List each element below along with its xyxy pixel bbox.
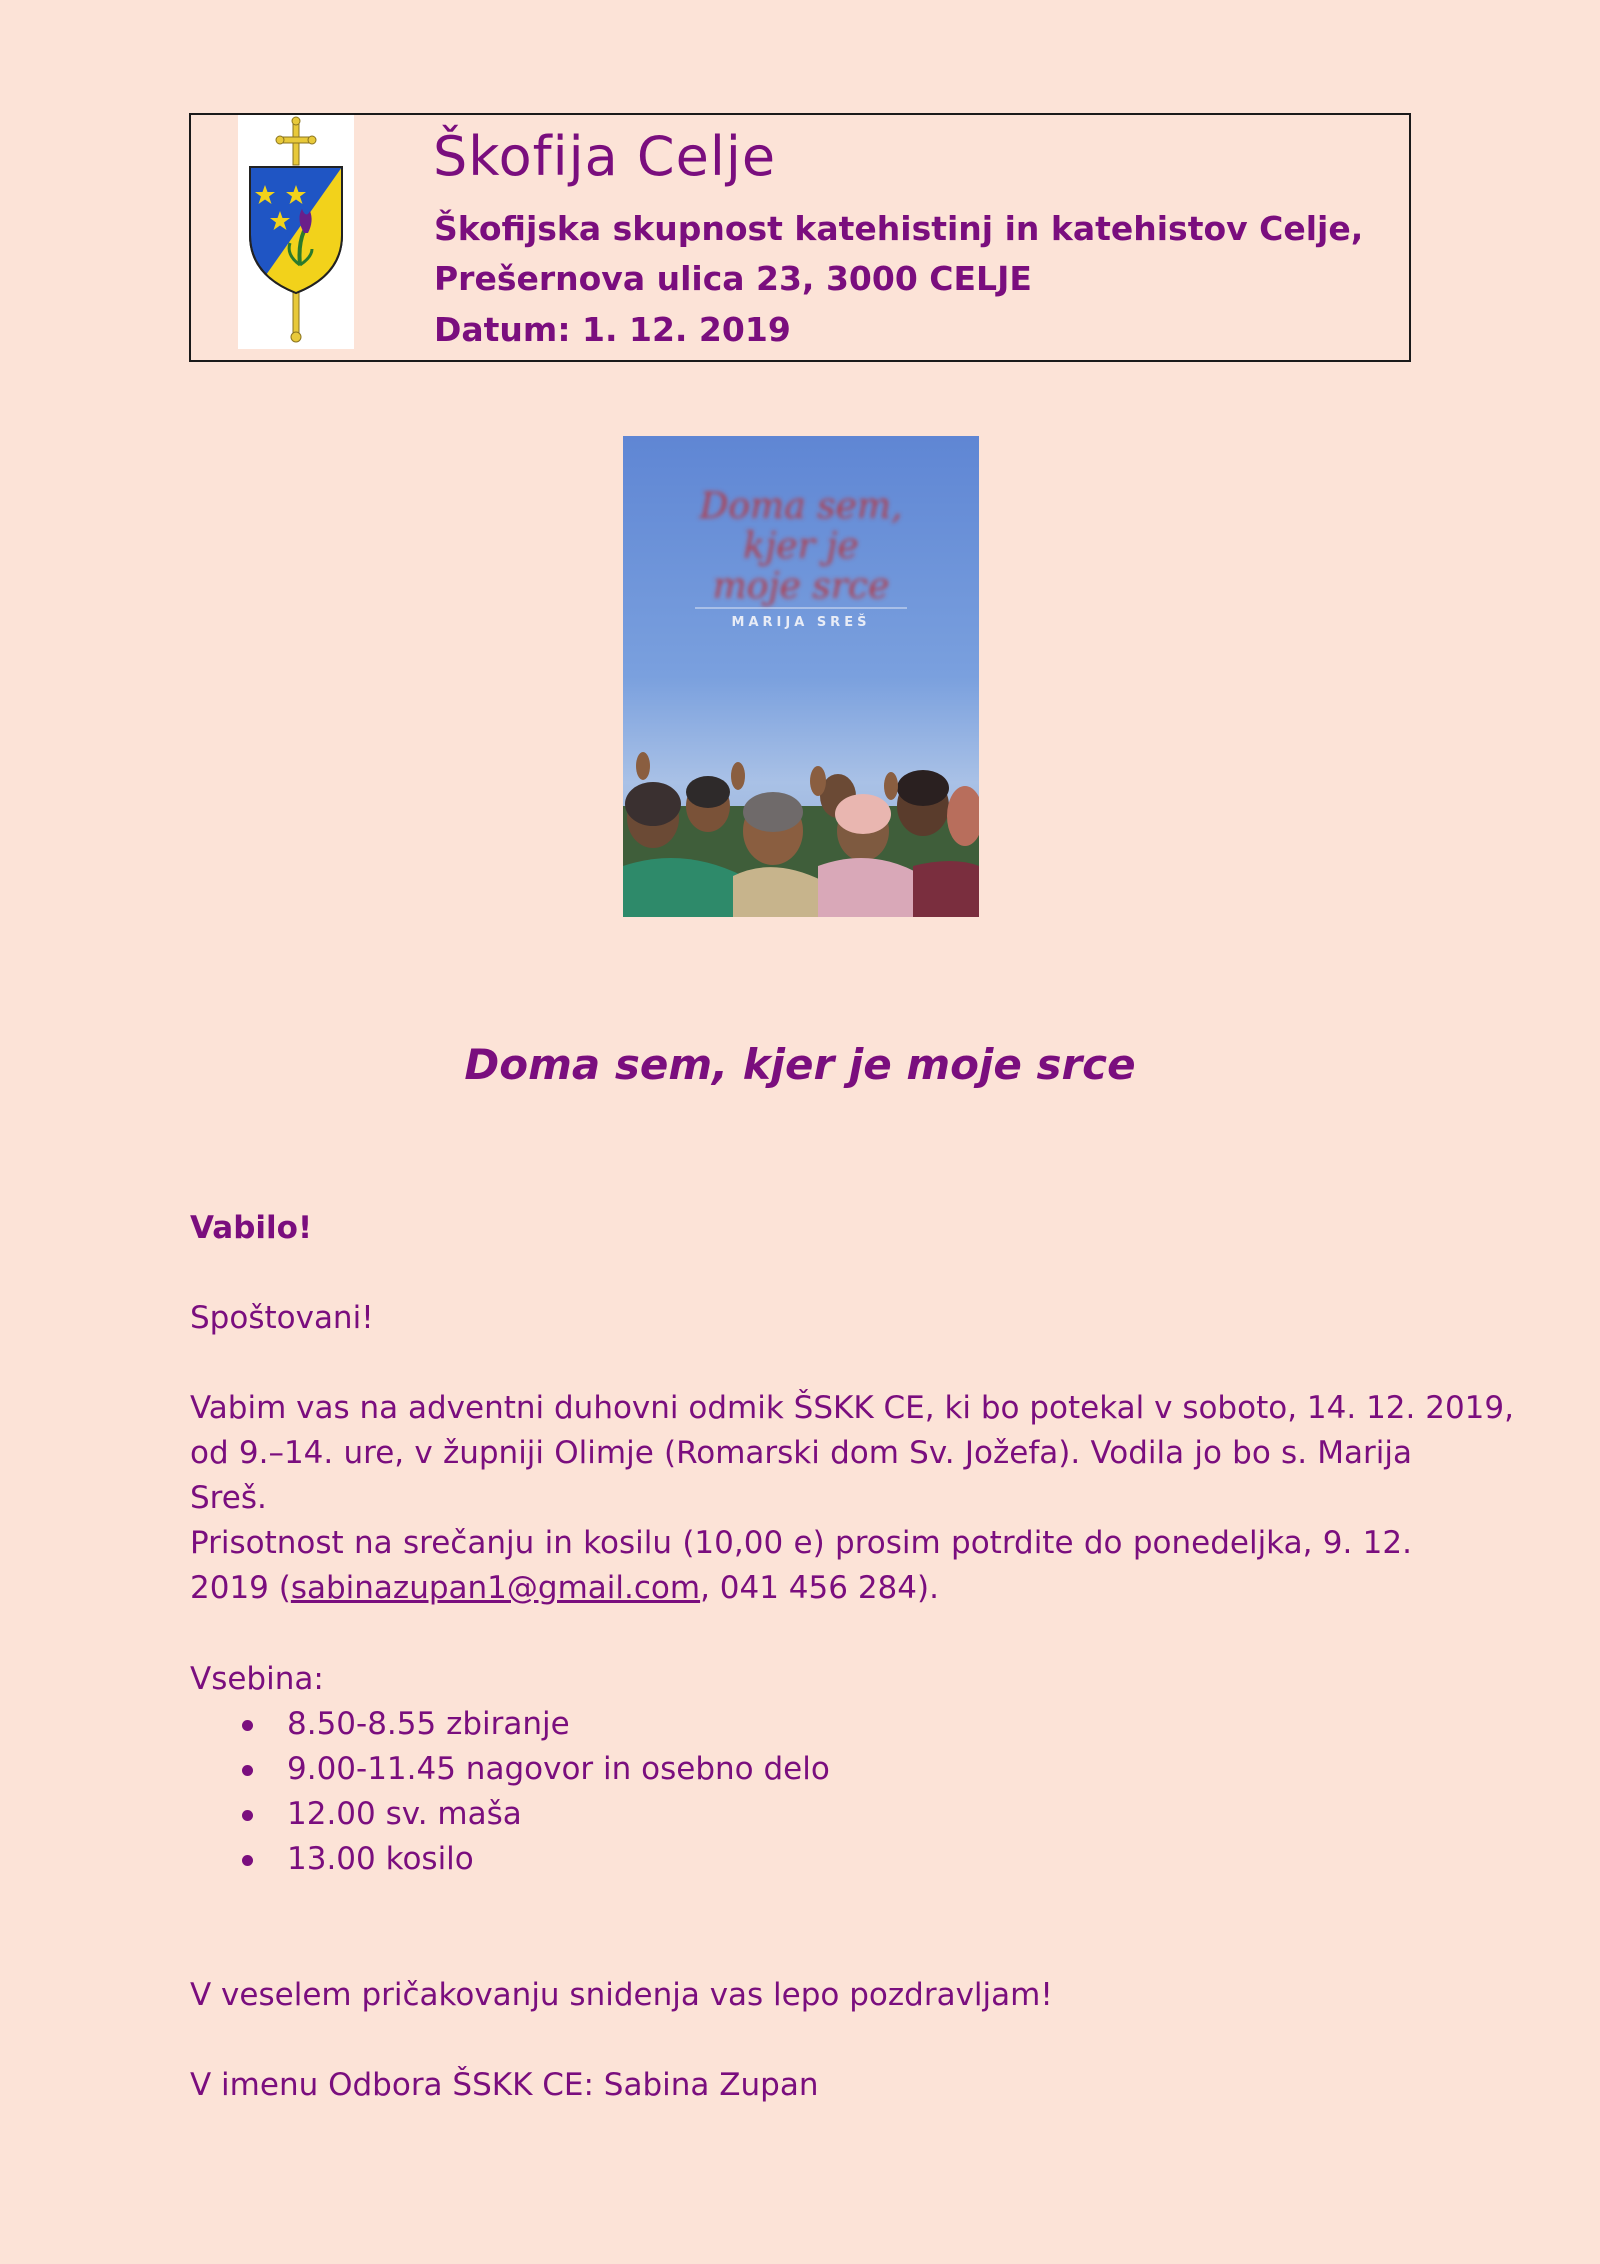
letterhead — [189, 113, 1411, 362]
organization-address: Prešernova ulica 23, 3000 CELJE — [434, 259, 1032, 298]
document-title: Doma sem, kjer je moje srce — [464, 1040, 1136, 1089]
schedule-item-text: 13.00 kosilo — [287, 1841, 474, 1877]
greeting: Spoštovani! — [190, 1300, 374, 1336]
diocese-crest-icon — [238, 115, 354, 349]
cover-title-line-3: moje srce — [712, 566, 890, 607]
list-item — [190, 1792, 830, 1837]
rsvp-prefix: 2019 ( — [190, 1570, 291, 1606]
paragraph-line: Sreš. — [190, 1480, 267, 1516]
cover-title-line-1: Doma sem, — [699, 486, 903, 527]
content-label: Vsebina: — [190, 1661, 324, 1697]
invitation-paragraph — [190, 1386, 1514, 1611]
bullet-icon — [242, 1765, 253, 1776]
organization-name: Škofijska skupnost katehistinj in katehistov Celje, — [434, 209, 1364, 248]
bullet-icon — [242, 1810, 253, 1821]
invitation-heading: Vabilo! — [190, 1210, 313, 1246]
schedule-item-text: 12.00 sv. maša — [287, 1796, 522, 1832]
diocese-title: Škofija Celje — [433, 125, 777, 188]
schedule-list — [190, 1702, 830, 1882]
list-item — [190, 1747, 830, 1792]
rsvp-phone: , 041 456 284). — [700, 1570, 939, 1606]
paragraph-line: Vabim vas na adventni duhovni odmik ŠSKK CE, ki bo potekal v soboto, 14. 12. 2019, — [190, 1390, 1514, 1426]
closing-line: V veselem pričakovanju snidenja vas lepo pozdravljam! — [190, 1977, 1053, 2013]
rsvp-line: Prisotnost na srečanju in kosilu (10,00 e) prosim potrdite do ponedeljka, 9. 12. — [190, 1525, 1412, 1561]
email-link[interactable]: sabinazupan1@gmail.com — [290, 1570, 701, 1606]
book-cover-image — [623, 436, 979, 917]
bullet-icon — [242, 1720, 253, 1731]
document-date: Datum: 1. 12. 2019 — [434, 310, 791, 349]
list-item — [190, 1837, 830, 1882]
schedule-item-text: 8.50-8.55 zbiranje — [287, 1706, 570, 1742]
signature: V imenu Odbora ŠSKK CE: Sabina Zupan — [190, 2067, 819, 2103]
paragraph-line: od 9.–14. ure, v župniji Olimje (Romarski dom Sv. Jožefa). Vodila jo bo s. Marija — [190, 1435, 1412, 1471]
schedule-item-text: 9.00-11.45 nagovor in osebno delo — [287, 1751, 830, 1787]
cover-author: MARIJA SREŠ — [731, 615, 871, 630]
rsvp-contact-line — [190, 1566, 1412, 1611]
cover-title-line-2: kjer je — [743, 526, 859, 567]
bullet-icon — [242, 1855, 253, 1866]
list-item — [190, 1702, 830, 1747]
